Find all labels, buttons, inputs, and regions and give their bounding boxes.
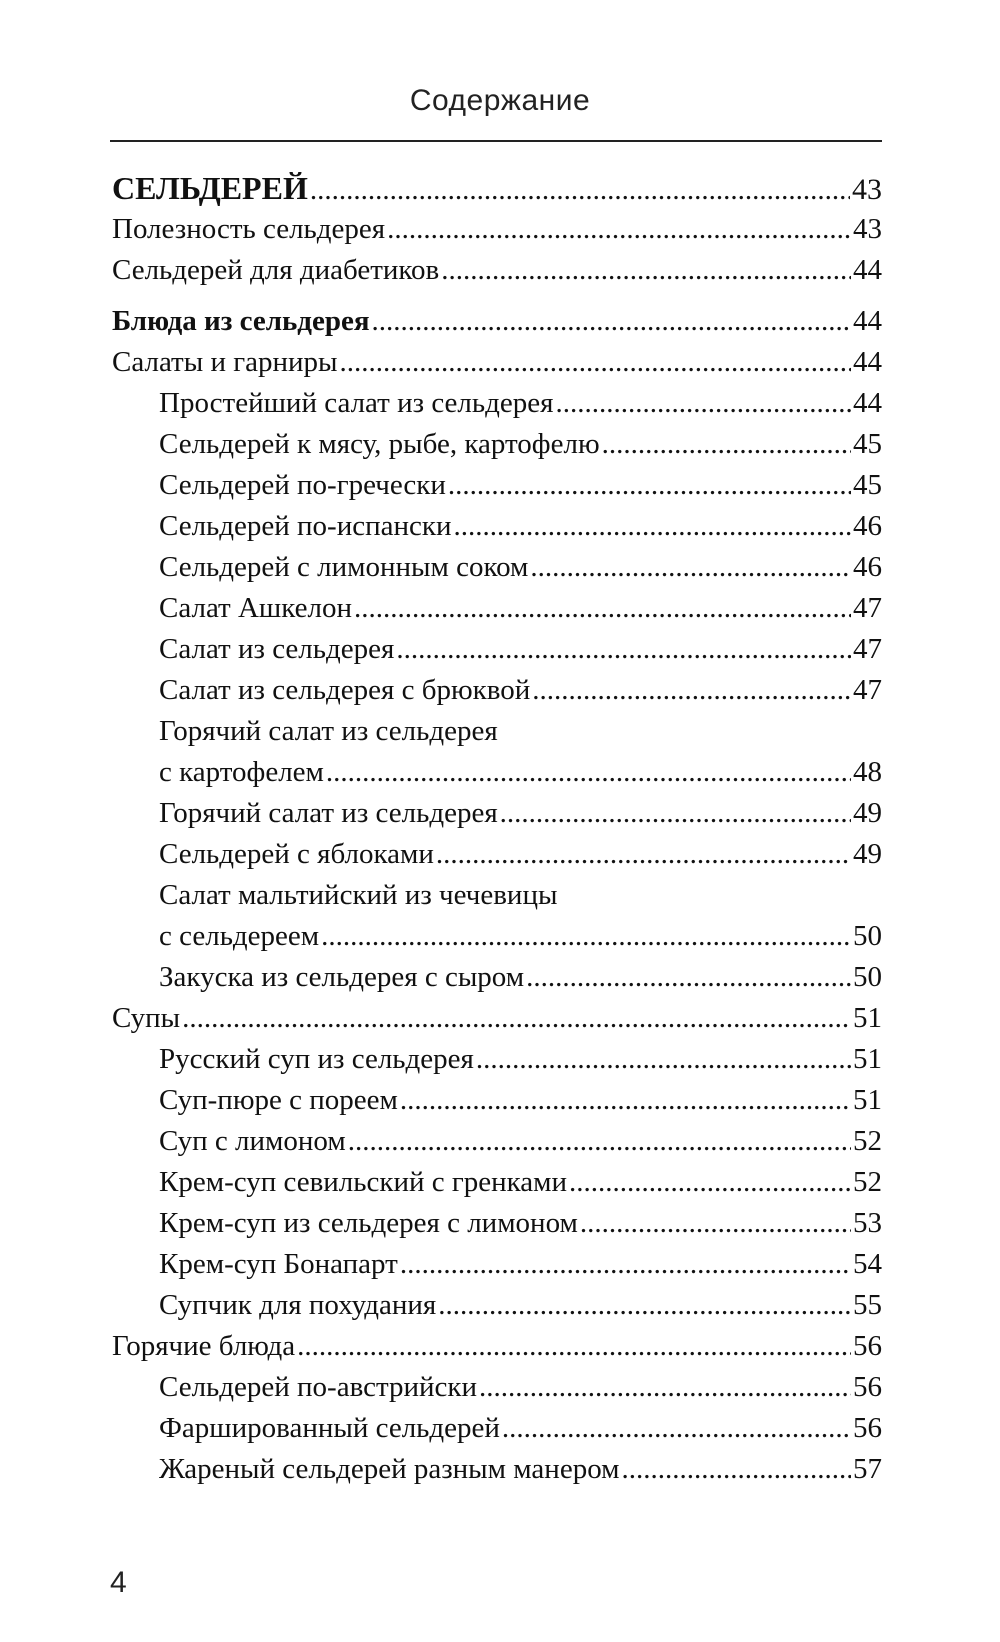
toc-entry-title: Русский суп из сельдерея — [159, 1043, 474, 1075]
toc-entry-title: Горячий салат из сельдерея — [159, 797, 498, 829]
toc-subentry[interactable] — [112, 424, 882, 465]
toc-entry-title: Крем-суп севильский с гренками — [159, 1166, 568, 1198]
toc-entry-title: Блюда из сельдерея — [112, 305, 370, 337]
toc-entry-title: Сельдерей с яблоками — [159, 838, 434, 870]
toc-entry-title: Горячие блюда — [112, 1330, 296, 1362]
toc-subentry[interactable] — [112, 1121, 882, 1162]
toc-entry-title: СЕЛЬДЕРЕЙ — [112, 170, 308, 206]
leader-dots — [387, 209, 851, 250]
toc-entry-title: с картофелем — [159, 756, 324, 788]
toc-entry[interactable] — [112, 998, 882, 1039]
leader-dots — [182, 998, 851, 1039]
running-header: Содержание — [409, 84, 591, 117]
toc-entry-page: 56 — [853, 1371, 882, 1403]
leader-dots — [396, 629, 851, 670]
toc-entry-page: 52 — [853, 1125, 882, 1157]
toc-entry-page: 44 — [853, 387, 882, 419]
toc-subentry-line1[interactable] — [112, 875, 882, 916]
toc-entry[interactable] — [112, 209, 882, 250]
leader-dots — [326, 752, 851, 793]
leader-dots — [372, 301, 851, 342]
toc-entry[interactable] — [112, 342, 882, 383]
toc-entry[interactable] — [112, 1326, 882, 1367]
toc-subentry[interactable] — [112, 957, 882, 998]
toc-entry-page: 57 — [853, 1453, 882, 1485]
toc-entry-page: 45 — [853, 469, 882, 501]
toc-entry-title: Крем-суп Бонапарт — [159, 1248, 398, 1280]
toc-entry-section[interactable] — [112, 168, 882, 209]
toc-entry-page: 49 — [853, 797, 882, 829]
toc-entry-page: 44 — [853, 305, 882, 337]
leader-dots — [502, 1408, 851, 1449]
page-number: 4 — [110, 1566, 127, 1599]
leader-dots — [310, 170, 850, 211]
toc-entry-page: 50 — [853, 920, 882, 952]
toc-subentry[interactable] — [112, 383, 882, 424]
toc-subentry[interactable] — [112, 1203, 882, 1244]
toc-entry-page: 51 — [853, 1043, 882, 1075]
toc-subentry[interactable] — [112, 916, 882, 957]
leader-dots — [530, 547, 851, 588]
toc-entry-title: Сельдерей с лимонным соком — [159, 551, 529, 583]
toc-entry-page: 47 — [853, 592, 882, 624]
toc-entry-page: 56 — [853, 1330, 882, 1362]
leader-dots — [348, 1121, 851, 1162]
toc-entry-title: Сельдерей по-австрийски — [159, 1371, 478, 1403]
toc-entry-page: 48 — [853, 756, 882, 788]
leader-dots — [479, 1367, 851, 1408]
leader-dots — [602, 424, 851, 465]
leader-dots — [622, 1449, 852, 1490]
toc-entry-title: Полезность сельдерея — [112, 213, 386, 245]
toc-entry-title: Суп с лимоном — [159, 1125, 346, 1157]
toc-subentry[interactable] — [112, 752, 882, 793]
table-of-contents — [112, 168, 882, 1490]
toc-subentry[interactable] — [112, 547, 882, 588]
toc-entry[interactable] — [112, 250, 882, 291]
leader-dots — [454, 506, 852, 547]
leader-dots — [436, 834, 851, 875]
toc-entry-title: Крем-суп из сельдерея с лимоном — [159, 1207, 578, 1239]
toc-entry-page: 47 — [853, 633, 882, 665]
toc-entry-title: Салат из сельдерея с брюквой — [159, 674, 531, 706]
toc-entry-title: Закуска из сельдерея с сыром — [159, 961, 525, 993]
toc-subentry[interactable] — [112, 506, 882, 547]
header-rule — [110, 140, 882, 142]
toc-entry-title: Простейший салат из сельдерея — [159, 387, 554, 419]
toc-subentry[interactable] — [112, 588, 882, 629]
toc-subentry[interactable] — [112, 834, 882, 875]
toc-entry-title: Сельдерей по-испански — [159, 510, 452, 542]
toc-entry-heading[interactable] — [112, 301, 882, 342]
toc-entry-page: 43 — [852, 173, 882, 206]
toc-subentry[interactable] — [112, 1408, 882, 1449]
leader-dots — [500, 793, 851, 834]
leader-dots — [400, 1080, 851, 1121]
leader-dots — [321, 916, 851, 957]
toc-entry-page: 56 — [853, 1412, 882, 1444]
toc-entry-page: 46 — [853, 551, 882, 583]
toc-entry-title: Салат Ашкелон — [159, 592, 352, 624]
toc-entry-title: Супчик для похудания — [159, 1289, 437, 1321]
toc-entry-title: с сельдереем — [159, 920, 320, 952]
leader-dots — [580, 1203, 851, 1244]
toc-entry-page: 52 — [853, 1166, 882, 1198]
leader-dots — [526, 957, 851, 998]
toc-subentry[interactable] — [112, 670, 882, 711]
leader-dots — [297, 1326, 851, 1367]
leader-dots — [400, 1244, 851, 1285]
leader-dots — [340, 342, 851, 383]
toc-subentry[interactable] — [112, 1039, 882, 1080]
leader-dots — [448, 465, 851, 506]
toc-entry-title: Жареный сельдерей разным манером — [159, 1453, 620, 1485]
toc-entry-title: Фаршированный сельдерей — [159, 1412, 500, 1444]
leader-dots — [438, 1285, 851, 1326]
toc-entry-page: 43 — [853, 213, 882, 245]
toc-entry-page: 50 — [853, 961, 882, 993]
toc-subentry[interactable] — [112, 1285, 882, 1326]
toc-entry-title: Сельдерей к мясу, рыбе, картофелю — [159, 428, 600, 460]
toc-entry-page: 47 — [853, 674, 882, 706]
toc-subentry[interactable] — [112, 465, 882, 506]
toc-entry-page: 55 — [853, 1289, 882, 1321]
toc-subentry[interactable] — [112, 1244, 882, 1285]
toc-entry-title-line1: Салат мальтийский из чечевицы — [159, 879, 558, 911]
toc-subentry[interactable] — [112, 1449, 882, 1490]
toc-entry-page: 44 — [853, 254, 882, 286]
toc-subentry[interactable] — [112, 1080, 882, 1121]
toc-entry-page: 54 — [853, 1248, 882, 1280]
toc-entry-page: 44 — [853, 346, 882, 378]
toc-subentry[interactable] — [112, 1367, 882, 1408]
leader-dots — [441, 250, 851, 291]
toc-entry-page: 49 — [853, 838, 882, 870]
leader-dots — [569, 1162, 851, 1203]
toc-subentry[interactable] — [112, 1162, 882, 1203]
toc-entry-title: Салат из сельдерея — [159, 633, 395, 665]
toc-entry-page: 51 — [853, 1002, 882, 1034]
toc-entry-title: Супы — [112, 1002, 181, 1034]
toc-entry-page: 45 — [853, 428, 882, 460]
toc-entry-page: 51 — [853, 1084, 882, 1116]
leader-dots — [476, 1039, 851, 1080]
toc-entry-page: 53 — [853, 1207, 882, 1239]
toc-entry-title: Салаты и гарниры — [112, 346, 338, 378]
leader-dots — [532, 670, 851, 711]
toc-subentry[interactable] — [112, 629, 882, 670]
toc-entry-title: Сельдерей по-гречески — [159, 469, 446, 501]
toc-entry-title-line1: Горячий салат из сельдерея — [159, 715, 498, 747]
toc-subentry-line1[interactable] — [112, 711, 882, 752]
leader-dots — [354, 588, 851, 629]
toc-entry-page: 46 — [853, 510, 882, 542]
toc-entry-title: Сельдерей для диабетиков — [112, 254, 440, 286]
toc-entry-title: Суп-пюре с пореем — [159, 1084, 398, 1116]
toc-subentry[interactable] — [112, 793, 882, 834]
leader-dots — [555, 383, 851, 424]
